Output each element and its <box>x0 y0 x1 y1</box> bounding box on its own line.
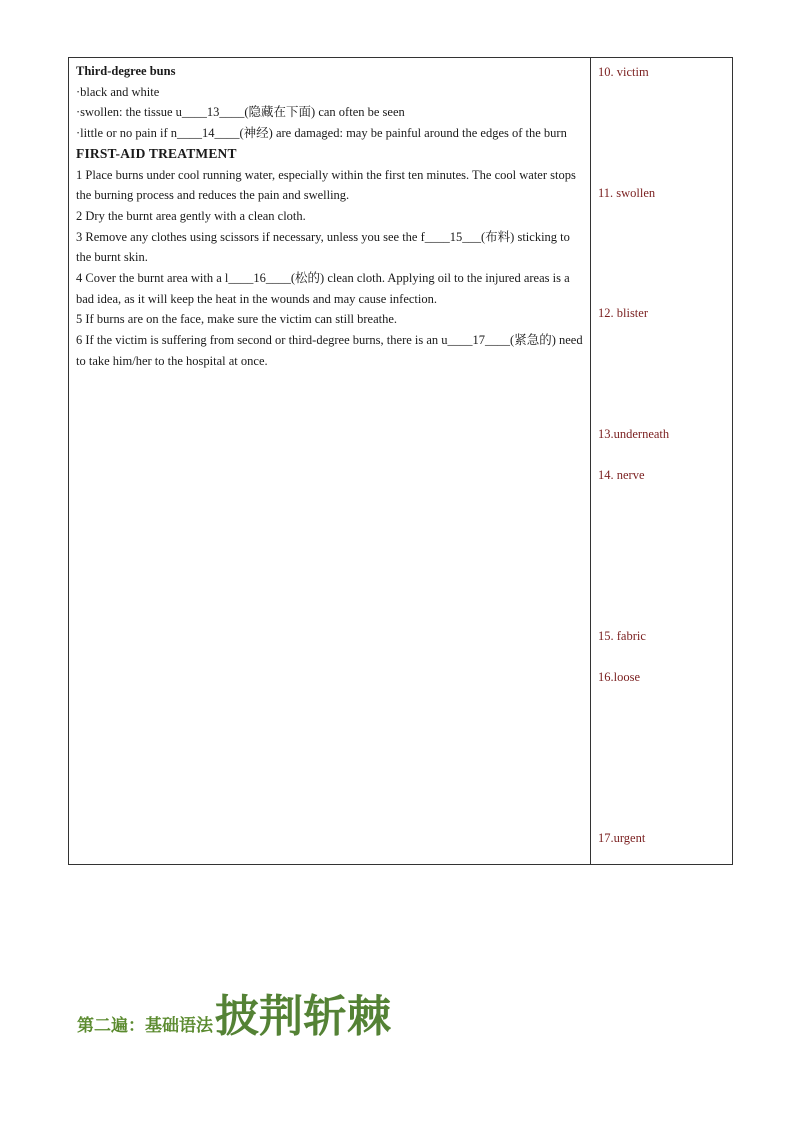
step-item: 2 Dry the burnt area gently with a clean cloth. <box>76 208 306 223</box>
column-divider <box>590 58 591 864</box>
answer-item: 14. nerve <box>598 468 645 482</box>
content-table <box>68 57 733 865</box>
footer-title: 披荆斩棘 <box>215 991 391 1042</box>
footer-subtitle: 第二遍：基础语法 <box>77 1016 213 1036</box>
answer-item: 12. blister <box>598 306 648 320</box>
first-aid-heading: FIRST-AID TREATMENT <box>76 145 237 161</box>
answer-item: 17.urgent <box>598 831 646 845</box>
step-item: 6 If the victim is suffering from second or third-degree burns, there is an u____17____(紧急的) need to take him/her to the hospital at once. <box>76 333 583 368</box>
text-column <box>76 61 586 372</box>
answer-item: 11. swollen <box>598 186 656 200</box>
step-item: 3 Remove any clothes using scissors if necessary, unless you see the f____15___(布料) sticking to the burnt skin. <box>76 229 570 265</box>
step-item: 4 Cover the burnt area with a l____16____(松的) clean cloth. Applying oil to the injured areas is a bad idea, as it will keep the heat in the wounds and may cause infection. <box>76 271 570 306</box>
section-footer <box>77 980 391 1044</box>
answer-item: 16.loose <box>598 670 641 684</box>
bullet-line: ·black and white <box>76 84 160 99</box>
bullet-line: ·swollen: the tissue u____13____(隐藏在下面) can often be seen <box>76 105 405 120</box>
answer-item: 15. fabric <box>598 629 646 643</box>
bullet-line: ·little or no pain if n____14____(神经) are damaged: may be painful around the edges of the burn <box>76 126 567 141</box>
answer-item: 10. victim <box>598 65 649 79</box>
answer-item: 13.underneath <box>598 427 670 441</box>
step-item: 1 Place burns under cool running water, especially within the first ten minutes. The cool water stops the burning process and reduces the pain and swelling. <box>76 167 576 203</box>
section-title: Third-degree buns <box>76 64 176 78</box>
step-item: 5 If burns are on the face, make sure the victim can still breathe. <box>76 312 398 327</box>
